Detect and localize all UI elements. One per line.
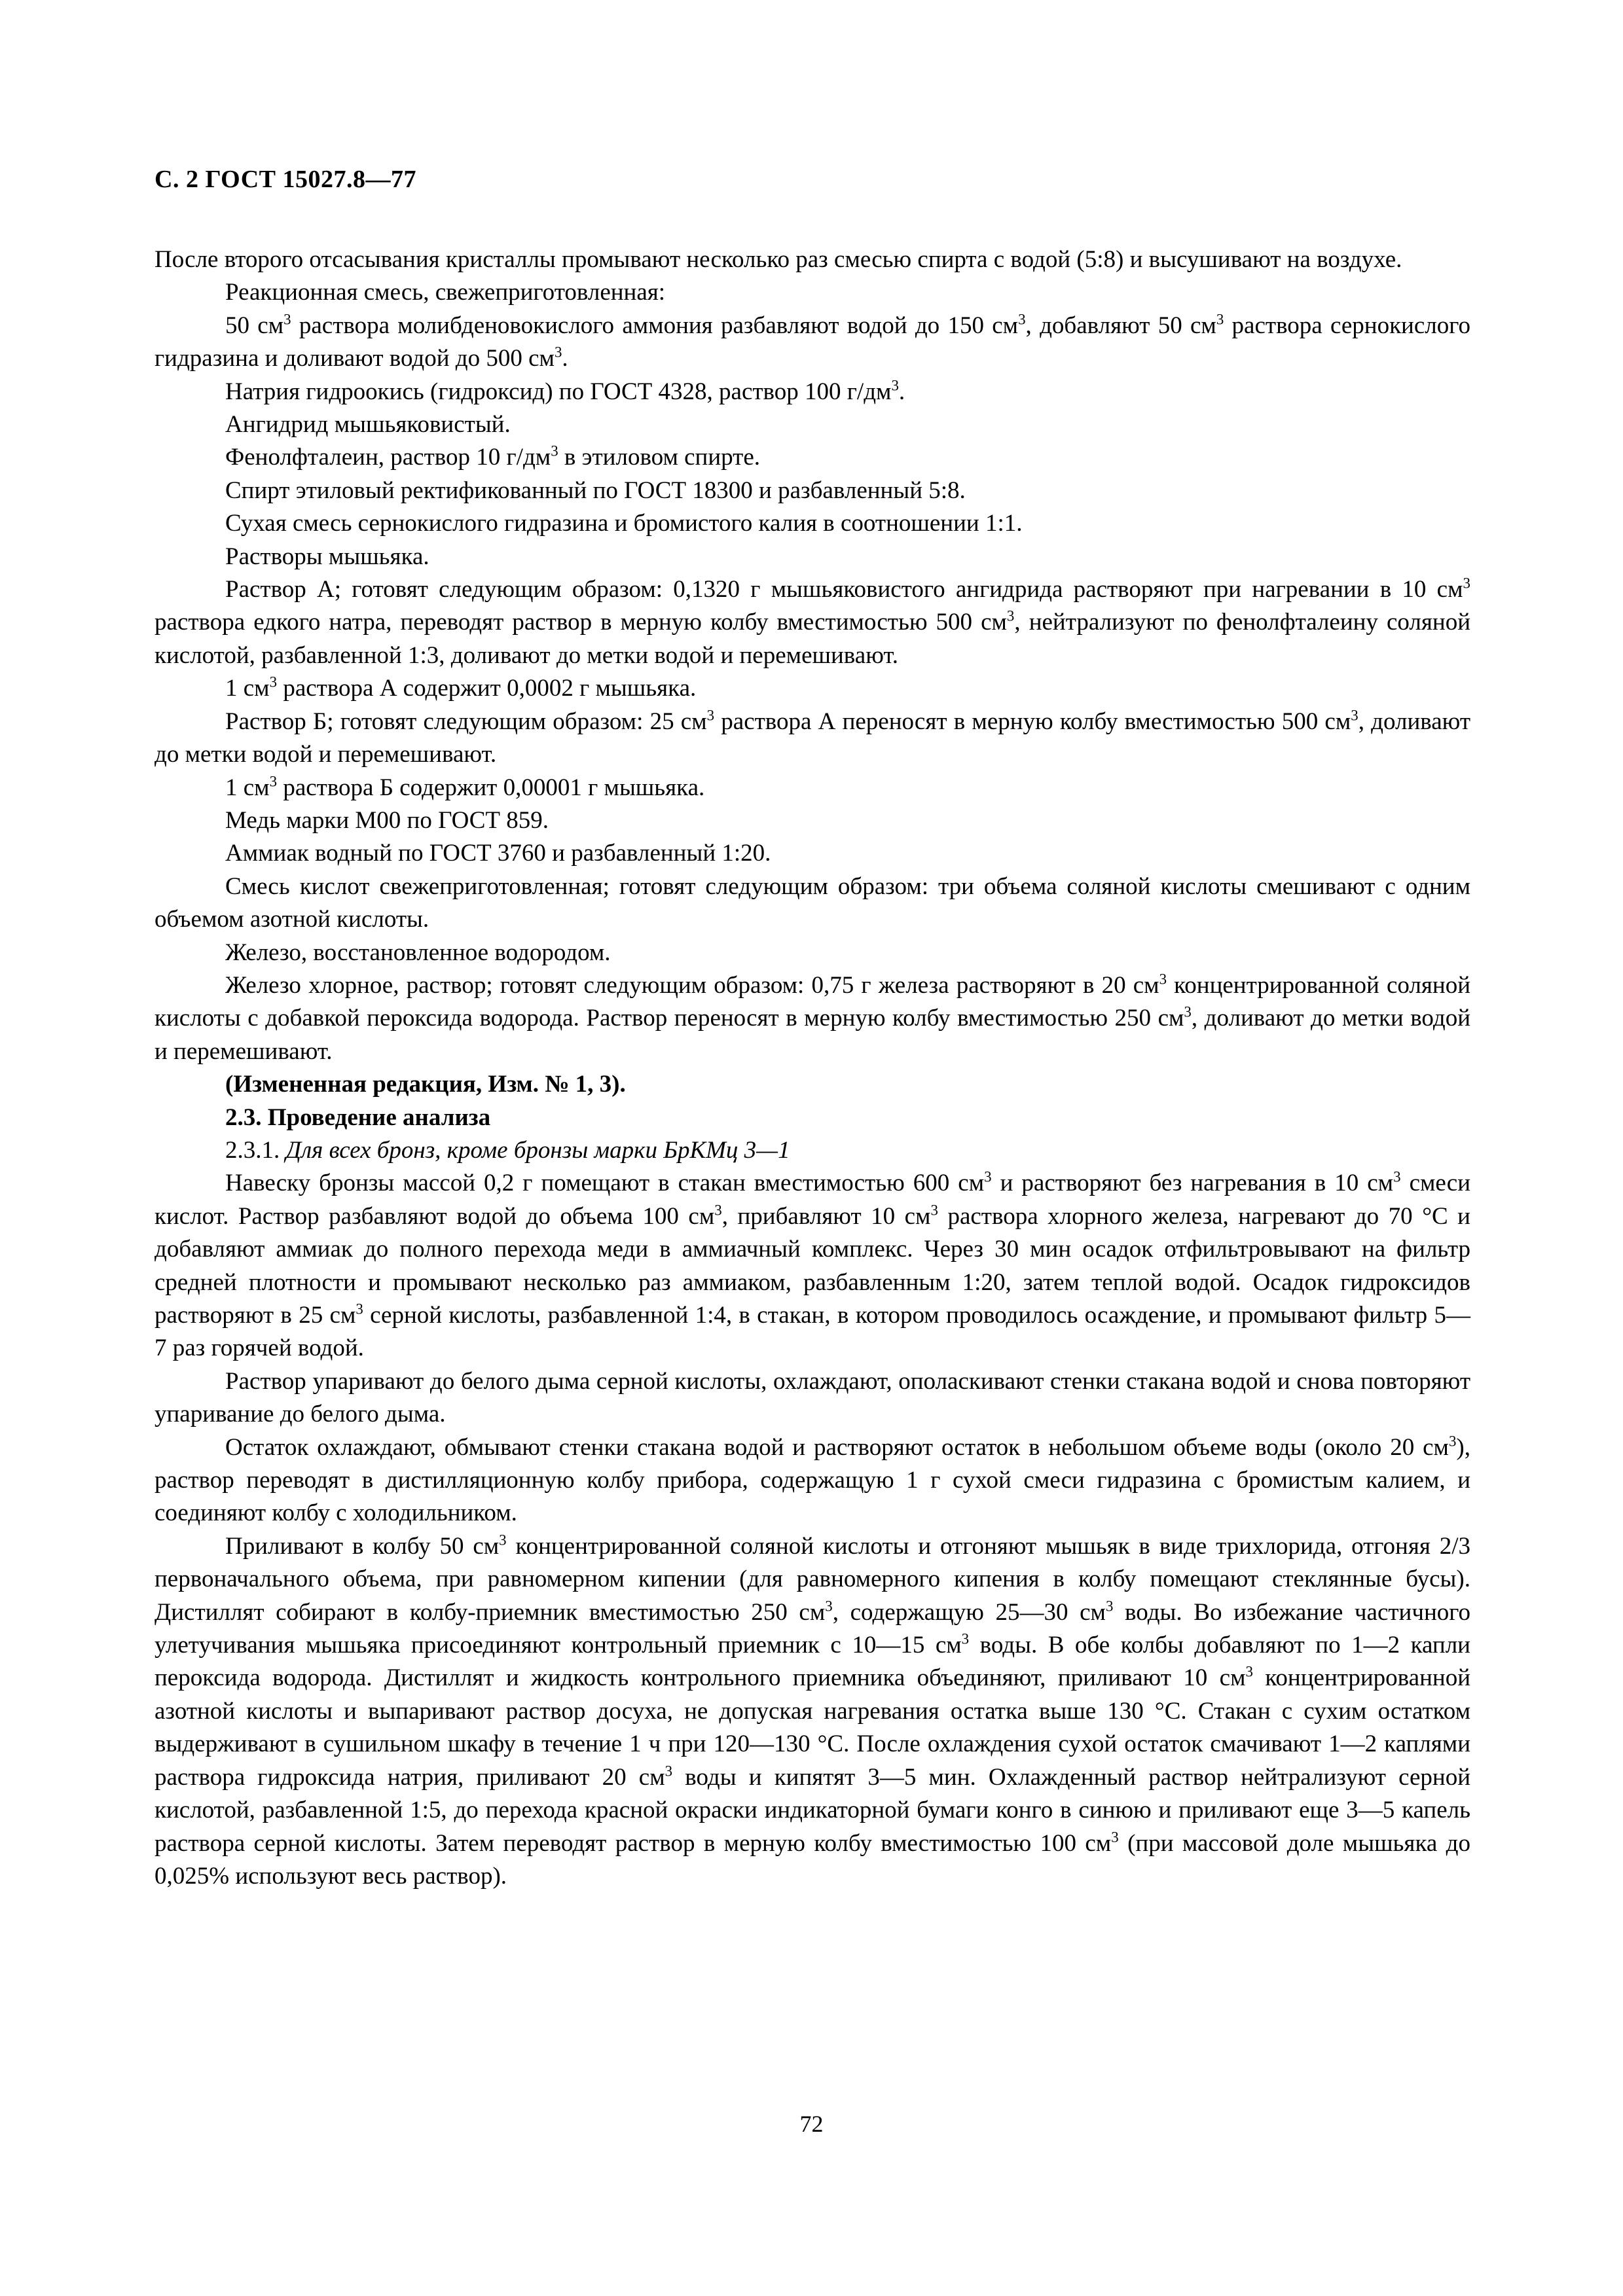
paragraph: Натрия гидроокись (гидроксид) по ГОСТ 4328, раствор 100 $г/дм^3$. (225, 377, 905, 405)
paragraph: 2.3.1. Для всех бронз, кроме бронзы марки БрКМц 3—1 (225, 1136, 790, 1164)
paragraph: (Измененная редакция, Изм. № 1, 3). (225, 1071, 626, 1098)
paragraph: 2.3. Проведение анализа (225, 1103, 491, 1131)
paragraph: Смесь кислот свежеприготовленная; готовят следующим образом: три объема соляной кислоты смешивают с одним объемом азотной кислоты. (155, 872, 1470, 933)
paragraph: 1 $см^3$ раствора А содержит 0,0002 г мышьяка. (225, 673, 697, 702)
paragraph: После второго отсасывания кристаллы промывают несколько раз смесью спирта с водой (5:8) и высушивают на воздухе. (155, 246, 1402, 273)
paragraph: Раствор Б; готовят следующим образом: 25 $см^3$ раствора А переносят в мерную колбу вместимостью 500 $см^3$, доливают до метки водой и перемешивают. (155, 707, 1470, 768)
paragraph: Растворы мышьяка. (225, 543, 429, 570)
paragraph: Навеску бронзы массой 0,2 г помещают в стакан вместимостью 600 $см^3$ и растворяют без нагревания в 10 $см^3$ смеси кислот. Раствор разбавляют водой до объема 100 $см^3$, прибавляют 10 $см^3$ раствора хлорного железа, нагревают до 70 °С и добавляют аммиак до полного перехода меди в аммиачный комплекс. Через 30 мин осадок отфильтровывают на фильтр средней плотности и промывают несколько раз аммиаком, разбавленным 1:20, затем теплой водой. Осадок гидроксидов растворяют в 25 $см^3$ серной кислоты, разбавленной 1:4, в стакан, в котором проводилось осаждение, и промывают фильтр 5—7 раз горячей водой. (155, 1169, 1470, 1362)
page-header: С. 2 ГОСТ 15027.8—77 (155, 166, 416, 193)
paragraph: Фенолфталеин, раствор 10 $г/дм^3$ в этиловом спирте. (225, 443, 760, 471)
paragraph: Реакционная смесь, свежеприготовленная: (225, 279, 666, 306)
paragraph: Спирт этиловый ректификованный по ГОСТ 18300 и разбавленный 5:8. (225, 476, 966, 504)
paragraph: Остаток охлаждают, обмывают стенки стакана водой и растворяют остаток в небольшом объеме воды (около 20 $см^3$), раствор переводят в дистилляционную колбу прибора, содержащую 1 г сухой смеси гидразина с бромистым калием, и соединяют колбу с холодильником. (155, 1433, 1470, 1527)
paragraph: Железо хлорное, раствор; готовят следующим образом: 0,75 г железа растворяют в 20 $см^3$ концентрированной соляной кислоты с добавкой пероксида водорода. Раствор переносят в мерную колбу вместимостью 250 $см^3$, доливают до метки водой и перемешивают. (155, 971, 1470, 1065)
subsection-title: Для всех бронз, кроме бронзы марки БрКМц 3—1 (285, 1136, 790, 1164)
paragraph: 1 $см^3$ раствора Б содержит 0,00001 г мышьяка. (225, 773, 705, 801)
document-body (155, 243, 1470, 1893)
paragraph: Железо, восстановленное водородом. (225, 939, 611, 966)
paragraph: 50 $см^3$ раствора молибденовокислого аммония разбавляют водой до 150 $см^3$, добавляют 50 $см^3$ раствора сернокислого гидразина и доливают водой до 500 $см^3$. (155, 311, 1470, 372)
paragraph: Сухая смесь сернокислого гидразина и бромистого калия в соотношении 1:1. (225, 510, 1023, 537)
paragraph: Приливают в колбу 50 $см^3$ концентрированной соляной кислоты и отгоняют мышьяк в виде трихлорида, отгоняя 2/3 первоначального объема, при равномерном кипении (для равномерного кипения в колбу помещают стеклянные бусы). Дистиллят собирают в колбу-приемник вместимостью 250 $см^3$, содержащую 25—30 $см^3$ воды. Во избежание частичного улетучивания мышьяка присоединяют контрольный приемник с 10—15 $см^3$ воды. В обе колбы добавляют по 1—2 капли пероксида водорода. Дистиллят и жидкость контрольного приемника объединяют, приливают 10 $см^3$ концентрированной азотной кислоты и выпаривают раствор досуха, не допуская нагревания остатка выше 130 °С. Стакан с сухим остатком выдерживают в сушильном шкафу в течение 1 ч при 120—130 °С. После охлаждения сухой остаток смачивают 1—2 каплями раствора гидроксида натрия, приливают 20 $см^3$ воды и кипятят 3—5 мин. Охлажденный раствор нейтрализуют серной кислотой, разбавленной 1:5, до перехода красной окраски индикаторной бумаги конго в синюю и приливают еще 3—5 капель раствора серной кислоты. Затем переводят раствор в мерную колбу вместимостью 100 $см^3$ (при массовой доле мышьяка до 0,025% используют весь раствор). (155, 1532, 1471, 1890)
paragraph: Медь марки М00 по ГОСТ 859. (225, 806, 549, 834)
paragraph: Ангидрид мышьяковистый. (225, 411, 511, 439)
page-number: 72 (799, 2111, 824, 2137)
paragraph: Раствор А; готовят следующим образом: 0,1320 г мышьяковистого ангидрида растворяют при нагревании в 10 $см^3$ раствора едкого натра, переводят раствор в мерную колбу вместимостью 500 $см^3$, нейтрализуют по фенолфталеину соляной кислотой, разбавленной 1:3, доливают до метки водой и перемешивают. (155, 575, 1470, 669)
paragraph: Раствор упаривают до белого дыма серной кислоты, охлаждают, ополаскивают стенки стакана водой и снова повторяют упаривание до белого дыма. (155, 1367, 1470, 1428)
paragraph: Аммиак водный по ГОСТ 3760 и разбавленный 1:20. (225, 840, 771, 867)
